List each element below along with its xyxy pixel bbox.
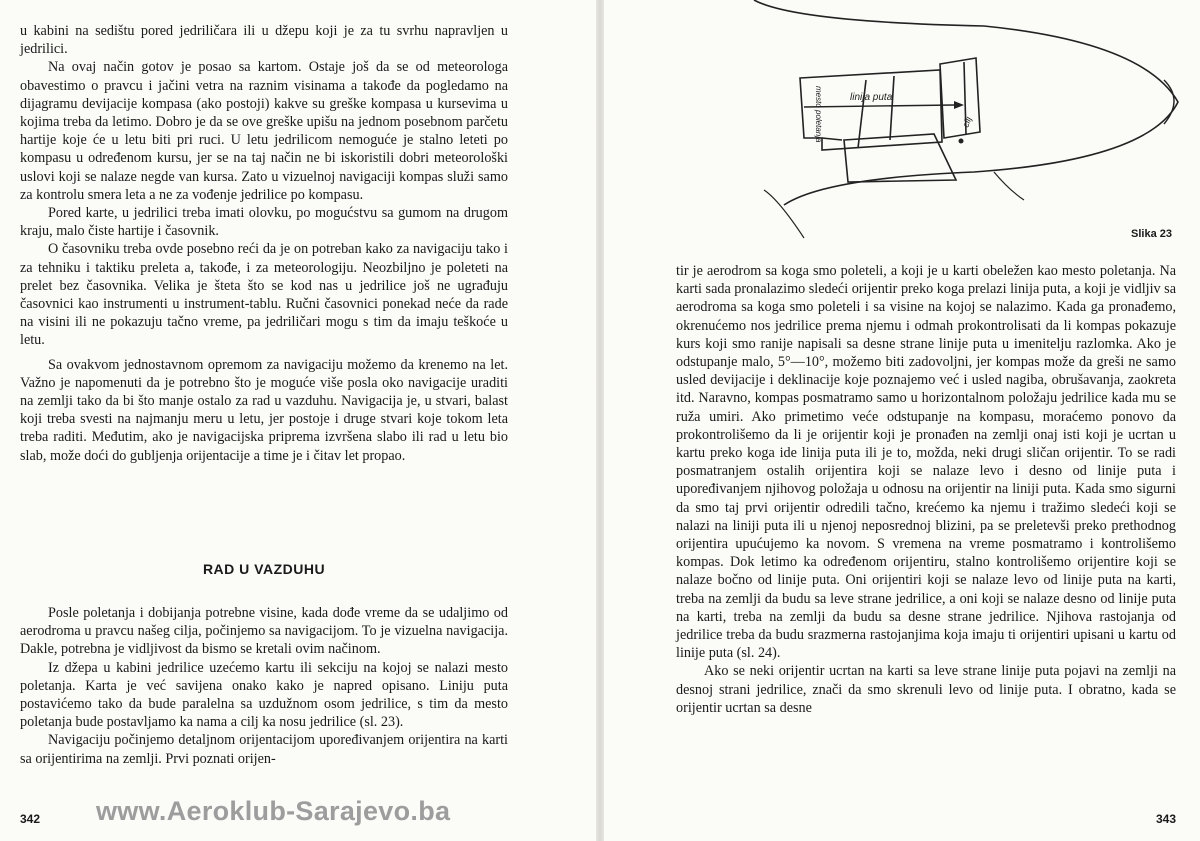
section-heading: RAD U VAZDUHU xyxy=(202,561,326,577)
target-label: cilj xyxy=(960,115,974,129)
start-label: mesto poletanja xyxy=(814,86,823,143)
paragraph: Ako se neki orijentir ucrtan na karti sa leve strane linije puta pojavi na zemlji na desnoj strani jedrilice, znači da smo skrenuli levo od linije puta. I obratno, kada se orijentir ucrtan sa desne xyxy=(676,663,1176,716)
book-gutter xyxy=(596,0,604,841)
paragraph: u kabini na sedištu pored jedriličara ili u džepu koji je za tu svrhu napravljen u jedrilici. xyxy=(20,23,508,58)
left-page-text-2 xyxy=(20,604,508,768)
frame-line xyxy=(994,172,1024,200)
page-number: 342 xyxy=(20,812,41,826)
figure-caption: Slika 23 xyxy=(1131,228,1172,240)
left-page xyxy=(0,0,596,841)
right-page-text xyxy=(676,262,1176,717)
paragraph: Na ovaj način gotov je posao sa kartom. Ostaje još da se od meteorologa obavestimo o pravcu i jačini vetra na raznim visinama a takođe da pogledamo na dijagramu devijacije kompasa (ako postoji) kakve su greške kompasa u kursevima u kojima treba da letimo. Dobro je da se ove greške upišu na jednom posebnom parčetu hartije koje će u letu biti pri ruci. U letu jedrilicom nemoguće je stalno leteti po kompasu u određenom kursu, jer se na taj način ne bi iskoristili dobri meteorološki uslovi koji se nalaze negde van kursa. Zato u vizuelnoj navigaciji kompas služi samo za kontrolu smera leta a ne za vođenje jedrilice po kompasu. xyxy=(20,59,508,203)
paragraph: Navigaciju počinjemo detaljnom orijentacijom upoređivanjem orijentira na karti sa orijentirima na zemlji. Prvi poznati orijen- xyxy=(20,732,508,767)
paragraph: Pored karte, u jedrilici treba imati olovku, po mogućstvu sa gumom na drugom kraju, malo čiste hartije i časovnik. xyxy=(20,205,508,240)
paragraph: tir je aerodrom sa koga smo poleteli, a koji je u karti obeležen kao mesto poletanja. Na karti sada pronalazimo sledeći orijentir preko koga prelazi linija puta, a koji je vidljiv sa aerodroma sa koga smo poleteli i sa visine na kojoj se nalazimo. Kada ga pronađemo, okrenućemo nos jedrilice prema njemu i odmah prokontrolisati da li kompas pokazuje kurs koji smo ranije napisali sa desne strane linije puta u imenitelju razlomka. Ako je odstupanje malo, 5°—10°, možemo biti zadovoljni, jer kompas može da greši ne samo usled devijacije i deklinacije koje poznajemo već i usled nagiba, obrušavanja, zaokreta itd. Naravno, kompas posmatramo samo u horizontalnom položaju jedrilice kada mu se ruža umiri. Ako primetimo veće odstupanje na kompasu, moraćemo ponovo da prokontrolišemo da li je orijentir koji je pronađen na zemlji onaj isti koji je ucrtan u kartu preko koga ide linija puta ili je to, možda, neki drugi sličan orijentir. To se radi posmatranjem ostalih orijentira koji se nalaze levo i desno od linije puta i upoređivanjem njihovog položaja u odnosu na orijentir na liniji puta. Kada smo sigurni da smo taj prvi orijentir odredili tačno, krećemo ka njemu i tražimo sledeći koji se nalazi na liniji puta ili u njenoj neposrednoj blizini, pa se preletevši preko prethodnog orijentira upućujemo ka novom. S vremena na vreme posmatramo i kontrolišemo kompas. Dok letimo ka određenom orijentiru, stalno kontrolišemo orijentire koji se nalaze bočno od linije puta. Oni orijentiri koji se nalaze levo od linije puta na karti, treba na zemlji da budu sa leve strane jedrilice, a oni koji se nalaze desno od linije puta na karti, treba na zemlji da budu sa desne strane jedrilice. Njihova rastojanja od jedrilice treba da budu srazmerna rastojanjima koja imaju ti orijentiri upisani u kartu od linije puta (sl. 24). xyxy=(676,263,1176,662)
route-label: linija puta xyxy=(850,92,893,103)
page-number: 343 xyxy=(1155,812,1176,826)
paragraph: O časovniku treba ovde posebno reći da je on potreban kako za navigaciju tako i za tehniku i taktiku preleta a, takođe, i za meteorologiju. Neozbiljno je poleteti na prelet bez časovnika. Velika je šteta što se kod nas u jedrilice još ne ugrađuju časovnici kao instrumenti u instrument-tablu. Ručni časovnici ponekad neće da rade na visini ili ne pokazuju tačno vreme, pa jedriličari mogu s tim da imaju teškoće u letu. xyxy=(20,241,508,349)
target-marker xyxy=(959,139,964,144)
paragraph: Iz džepa u kabini jedrilice uzećemo kartu ili sekciju na kojoj se nalazi mesto poletanja. Karta je već savijena onako kako je napred opisano. Liniju puta postavićemo tako da bude paralelna sa uzdužnom osom jedrilice, s tim da mesto poletanja bude postavljamo ka nama a cilj ka nosu jedrilice (sl. 23). xyxy=(20,659,508,731)
left-page-text xyxy=(20,22,508,465)
paragraph: Posle poletanja i dobijanja potrebne visine, kada dođe vreme da se udaljimo od aerodroma u pravcu našeg cilja, počinjemo sa navigacijom. To je vizuelna navigacija. Dakle, potrebna je vidljivost da bismo se kretali ovim načinom. xyxy=(20,605,508,658)
watermark: www.Aeroklub-Sarajevo.ba xyxy=(96,796,451,826)
right-page xyxy=(604,0,1200,841)
glider-cockpit-figure xyxy=(604,0,1200,250)
folded-map xyxy=(800,58,980,182)
paragraph: Sa ovakvom jednostavnom opremom za navigaciju možemo da krenemo na let. Važno je napomenuti da je potrebno što je moguće više posla oko navigacije uraditi na zemlji tako da bi što manje ostalo za rad u vazduhu. Navigacija je, u stvari, balast koji treba svesti na najmanju meru u letu, jer postoje i druge stvari koje tokom leta treba raditi. Međutim, ako je navigacijska priprema izvršena slabo ili rad u letu bio slab, može doći do gubljenja orijentacije a time je i čitav let propao. xyxy=(20,356,508,464)
